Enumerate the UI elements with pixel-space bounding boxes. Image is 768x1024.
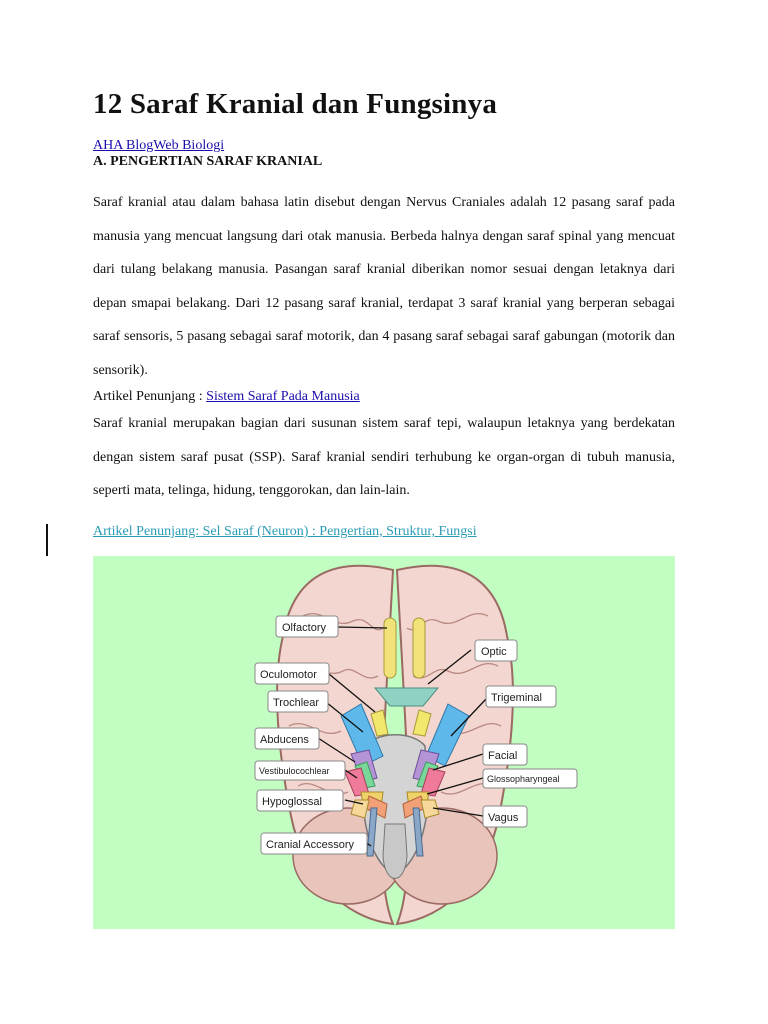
label-olfactory: Olfactory (282, 622, 327, 634)
label-facial: Facial (488, 750, 518, 762)
blog-link[interactable]: AHA BlogWeb Biologi (93, 138, 225, 153)
label-glossopharyngeal: Glossopharyngeal (487, 774, 560, 784)
label-trigeminal: Trigeminal (491, 692, 542, 704)
label-oculomotor: Oculomotor (260, 669, 317, 681)
paragraph-2: Saraf kranial merupakan bagian dari susunan sistem saraf tepi, walaupun letaknya yang berdekatan dengan sistem saraf pusat (SSP). Saraf kranial sendiri terhubung ke organ-organ di tubuh manusia, seperti mata, telinga, hidung, tenggorokan, dan lain-lain. (93, 416, 675, 499)
label-vagus: Vagus (488, 812, 519, 824)
label-cranial-accessory: Cranial Accessory (266, 839, 355, 851)
section-heading: A. PENGERTIAN SARAF KRANIAL (93, 154, 323, 169)
related-article-1 (93, 389, 360, 405)
related-article-prefix: Artikel Penunjang : (93, 389, 207, 404)
brain-diagram (93, 556, 675, 929)
cranial-nerves-figure (93, 556, 675, 929)
paragraph-1: Saraf kranial atau dalam bahasa latin disebut dengan Nervus Craniales adalah 12 pasang saraf pada manusia yang mencuat langsung dari otak manusia. Berbeda halnya dengan saraf spinal yang mencuat dari tulang belakang manusia. Pasangan saraf kranial diberikan nomor sesuai dengan letaknya dari depan smapai belakang. Dari 12 pasang saraf kranial, terdapat 3 saraf kranial yang berperan sebagai saraf sensoris, 5 pasang sebagai saraf motorik, dan 4 pasang saraf sebagai saraf gabungan (motorik dan sensorik). (93, 195, 675, 378)
label-abducens: Abducens (260, 734, 309, 746)
page-title: 12 Saraf Kranial dan Fungsinya (93, 88, 498, 120)
label-optic: Optic (481, 646, 507, 658)
label-hypoglossal: Hypoglossal (262, 796, 322, 808)
text-cursor (46, 524, 48, 556)
related-article-2-link[interactable]: Artikel Penunjang: Sel Saraf (Neuron) : Pengertian, Struktur, Fungsi (93, 524, 477, 539)
label-vestibulocochlear: Vestibulocochlear (259, 766, 330, 776)
related-article-link[interactable]: Sistem Saraf Pada Manusia (206, 389, 360, 404)
label-trochlear: Trochlear (273, 697, 320, 709)
